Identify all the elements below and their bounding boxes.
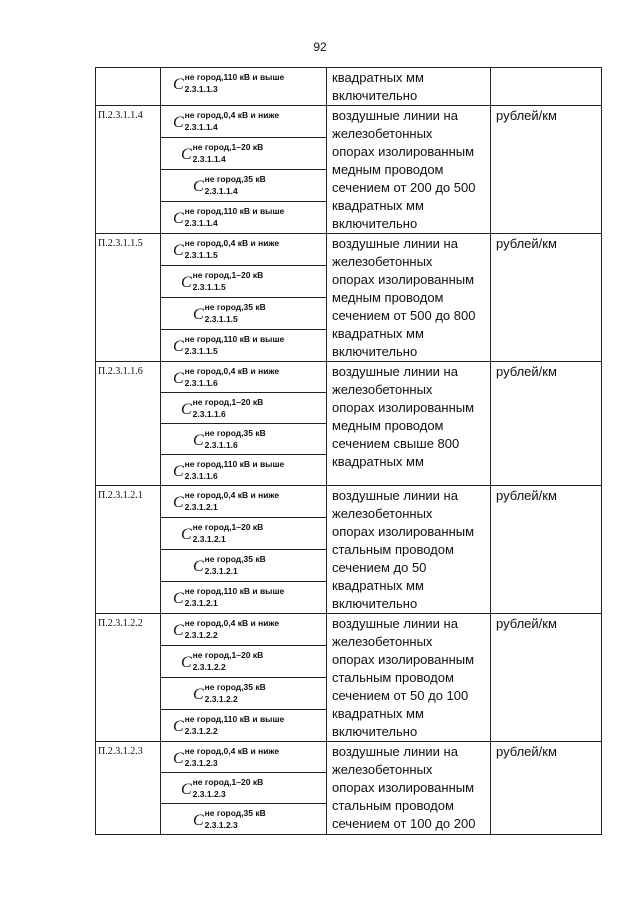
tariff-symbol-letter: C (173, 622, 184, 639)
description-line: стальным проводом (332, 542, 454, 557)
tariff-symbol-subscript: 2.3.1.1.5 (184, 249, 218, 260)
tariff-symbol-superscript: не город,110 кВ и выше (184, 586, 285, 596)
description-line: включительно (332, 724, 418, 739)
tariff-symbol-subscript: 2.3.1.1.4 (184, 121, 218, 132)
tariff-symbol-superscript: не город,35 кВ (204, 554, 266, 564)
description-line: опорах изолированным (332, 144, 475, 159)
unit-cell: рублей/км (491, 106, 602, 234)
description-line: опорах изолированным (332, 780, 475, 795)
tariff-symbol-letter: C (181, 654, 192, 671)
tariff-symbol-cell (161, 362, 327, 393)
tariff-symbol-superscript: не город,110 кВ и выше (184, 72, 285, 82)
description-line: сечением от 50 до 100 (332, 688, 469, 703)
tariff-symbol-letter: C (193, 686, 204, 703)
tariff-symbol-cell (161, 646, 327, 678)
description-line: опорах изолированным (332, 652, 475, 667)
tariff-symbol-superscript: не город,0,4 кВ и ниже (184, 238, 280, 248)
description-line: сечением от 500 до 800 (332, 308, 476, 323)
description-cell (327, 742, 491, 835)
tariff-symbol-subscript: 2.3.1.2.2 (192, 661, 226, 672)
tariff-symbol-cell (161, 773, 327, 804)
tariff-symbol-cell (161, 330, 327, 362)
table-row (96, 234, 602, 266)
tariff-symbol-letter: C (173, 338, 184, 355)
description-line: железобетонных (332, 382, 433, 397)
tariff-symbol-cell (161, 710, 327, 742)
description-line: включительно (332, 344, 418, 359)
tariff-symbol-letter: C (193, 432, 204, 449)
tariff-symbol-letter: C (173, 590, 184, 607)
unit-cell: рублей/км (491, 614, 602, 742)
tariff-symbol-letter: C (193, 558, 204, 575)
tariff-symbol-superscript: не город,1–20 кВ (192, 270, 264, 280)
description-line: железобетонных (332, 506, 433, 521)
description-line: сечением от 100 до 200 (332, 816, 476, 831)
tariff-symbol-letter: C (173, 463, 184, 480)
tariff-symbol-superscript: не город,1–20 кВ (192, 650, 264, 660)
description-cell (327, 614, 491, 742)
tariff-symbol-subscript: 2.3.1.1.5 (192, 281, 226, 292)
unit-cell (491, 68, 602, 106)
tariff-symbol-letter: C (193, 306, 204, 323)
description-line: воздушные линии на (332, 744, 458, 759)
tariff-symbol-superscript: не город,110 кВ и выше (184, 206, 285, 216)
description-line: включительно (332, 88, 418, 103)
tariff-symbol-superscript: не город,0,4 кВ и ниже (184, 110, 280, 120)
table-row (96, 106, 602, 138)
tariff-symbol-superscript: не город,35 кВ (204, 302, 266, 312)
tariff-symbol-superscript: не город,0,4 кВ и ниже (184, 618, 280, 628)
code-cell: П.2.3.1.1.5 (96, 234, 161, 362)
tariff-symbol-cell (161, 170, 327, 202)
tariff-symbol-cell (161, 455, 327, 486)
tariff-symbol-subscript: 2.3.1.2.1 (192, 533, 226, 544)
tariff-symbol-cell (161, 106, 327, 138)
tariff-symbol-subscript: 2.3.1.1.5 (204, 313, 238, 324)
tariff-table (95, 67, 602, 835)
tariff-symbol-superscript: не город,0,4 кВ и ниже (184, 490, 280, 500)
description-line: квадратных мм (332, 70, 424, 85)
tariff-symbol-subscript: 2.3.1.1.4 (192, 153, 226, 164)
description-cell (327, 486, 491, 614)
tariff-symbol-cell (161, 298, 327, 330)
code-cell: П.2.3.1.2.3 (96, 742, 161, 835)
tariff-symbol-superscript: не город,110 кВ и выше (184, 459, 285, 469)
tariff-symbol-subscript: 2.3.1.1.5 (184, 345, 218, 356)
unit-cell: рублей/км (491, 362, 602, 486)
tariff-symbol-subscript: 2.3.1.1.6 (192, 408, 226, 419)
tariff-symbol-cell (161, 202, 327, 234)
page-number: 92 (313, 40, 327, 54)
tariff-symbol-subscript: 2.3.1.2.3 (204, 819, 238, 830)
tariff-symbol-cell (161, 518, 327, 550)
tariff-symbol-letter: C (173, 750, 184, 767)
tariff-symbol-cell (161, 614, 327, 646)
code-cell (96, 68, 161, 106)
tariff-symbol-subscript: 2.3.1.2.2 (184, 725, 218, 736)
code-cell: П.2.3.1.2.1 (96, 486, 161, 614)
tariff-symbol-subscript: 2.3.1.2.2 (184, 629, 218, 640)
description-line: железобетонных (332, 126, 433, 141)
description-line: воздушные линии на (332, 364, 458, 379)
unit-cell: рублей/км (491, 486, 602, 614)
tariff-symbol-subscript: 2.3.1.2.3 (192, 788, 226, 799)
table-row (96, 742, 602, 773)
description-line: квадратных мм (332, 706, 424, 721)
tariff-symbol-superscript: не город,1–20 кВ (192, 397, 264, 407)
tariff-symbol-cell (161, 550, 327, 582)
description-line: опорах изолированным (332, 524, 475, 539)
tariff-symbol-subscript: 2.3.1.1.6 (184, 470, 218, 481)
tariff-symbol-superscript: не город,110 кВ и выше (184, 334, 285, 344)
tariff-symbol-subscript: 2.3.1.1.4 (184, 217, 218, 228)
description-line: воздушные линии на (332, 236, 458, 251)
description-line: воздушные линии на (332, 488, 458, 503)
description-line: квадратных мм (332, 198, 424, 213)
tariff-symbol-letter: C (193, 178, 204, 195)
code-cell: П.2.3.1.1.6 (96, 362, 161, 486)
description-line: воздушные линии на (332, 108, 458, 123)
tariff-symbol-superscript: не город,35 кВ (204, 428, 266, 438)
tariff-symbol-subscript: 2.3.1.1.6 (184, 377, 218, 388)
code-cell: П.2.3.1.1.4 (96, 106, 161, 234)
tariff-symbol-letter: C (181, 526, 192, 543)
tariff-symbol-cell (161, 804, 327, 835)
tariff-symbol-cell (161, 68, 327, 106)
tariff-symbol-letter: C (193, 812, 204, 829)
tariff-symbol-letter: C (173, 114, 184, 131)
code-cell: П.2.3.1.2.2 (96, 614, 161, 742)
table-row (96, 614, 602, 646)
tariff-symbol-letter: C (173, 242, 184, 259)
tariff-symbol-subscript: 2.3.1.2.1 (184, 597, 218, 608)
description-line: медным проводом (332, 418, 444, 433)
tariff-symbol-letter: C (173, 718, 184, 735)
table-row (96, 486, 602, 518)
tariff-symbol-superscript: не город,35 кВ (204, 682, 266, 692)
tariff-symbol-cell (161, 138, 327, 170)
description-line: стальным проводом (332, 670, 454, 685)
tariff-symbol-cell (161, 393, 327, 424)
description-cell (327, 106, 491, 234)
tariff-symbol-cell (161, 266, 327, 298)
tariff-symbol-cell (161, 424, 327, 455)
tariff-symbol-cell (161, 486, 327, 518)
description-line: включительно (332, 596, 418, 611)
description-line: железобетонных (332, 762, 433, 777)
description-line: сечением от 200 до 500 (332, 180, 476, 195)
unit-cell: рублей/км (491, 742, 602, 835)
tariff-symbol-cell (161, 234, 327, 266)
tariff-symbol-subscript: 2.3.1.2.1 (204, 565, 238, 576)
tariff-symbol-letter: C (173, 494, 184, 511)
tariff-symbol-cell (161, 742, 327, 773)
description-cell (327, 234, 491, 362)
tariff-symbol-subscript: 2.3.1.2.1 (184, 501, 218, 512)
tariff-symbol-superscript: не город,0,4 кВ и ниже (184, 746, 280, 756)
description-line: железобетонных (332, 634, 433, 649)
description-cell (327, 362, 491, 486)
description-line: сечением до 50 (332, 560, 427, 575)
tariff-symbol-superscript: не город,35 кВ (204, 174, 266, 184)
tariff-symbol-letter: C (173, 210, 184, 227)
table-row (96, 362, 602, 393)
tariff-symbol-subscript: 2.3.1.1.4 (204, 185, 238, 196)
description-line: опорах изолированным (332, 400, 475, 415)
tariff-symbol-subscript: 2.3.1.1.6 (204, 439, 238, 450)
description-line: стальным проводом (332, 798, 454, 813)
table-row (96, 68, 602, 106)
tariff-symbol-superscript: не город,110 кВ и выше (184, 714, 285, 724)
description-line: квадратных мм (332, 326, 424, 341)
tariff-symbol-superscript: не город,1–20 кВ (192, 777, 264, 787)
tariff-symbol-subscript: 2.3.1.2.2 (204, 693, 238, 704)
tariff-symbol-subscript: 2.3.1.1.3 (184, 83, 218, 94)
description-cell (327, 68, 491, 106)
tariff-symbol-superscript: не город,35 кВ (204, 808, 266, 818)
description-line: квадратных мм (332, 454, 424, 469)
description-line: опорах изолированным (332, 272, 475, 287)
tariff-symbol-superscript: не город,1–20 кВ (192, 522, 264, 532)
description-line: железобетонных (332, 254, 433, 269)
description-line: медным проводом (332, 290, 444, 305)
description-line: включительно (332, 216, 418, 231)
tariff-symbol-superscript: не город,1–20 кВ (192, 142, 264, 152)
description-line: медным проводом (332, 162, 444, 177)
tariff-symbol-superscript: не город,0,4 кВ и ниже (184, 366, 280, 376)
tariff-symbol-letter: C (181, 401, 192, 418)
tariff-symbol-letter: C (173, 370, 184, 387)
tariff-symbol-letter: C (181, 146, 192, 163)
description-line: воздушные линии на (332, 616, 458, 631)
description-line: квадратных мм (332, 578, 424, 593)
description-line: сечением свыше 800 (332, 436, 460, 451)
tariff-symbol-letter: C (181, 781, 192, 798)
tariff-symbol-letter: C (173, 76, 184, 93)
tariff-symbol-subscript: 2.3.1.2.3 (184, 757, 218, 768)
tariff-symbol-cell (161, 678, 327, 710)
unit-cell: рублей/км (491, 234, 602, 362)
tariff-symbol-letter: C (181, 274, 192, 291)
tariff-symbol-cell (161, 582, 327, 614)
